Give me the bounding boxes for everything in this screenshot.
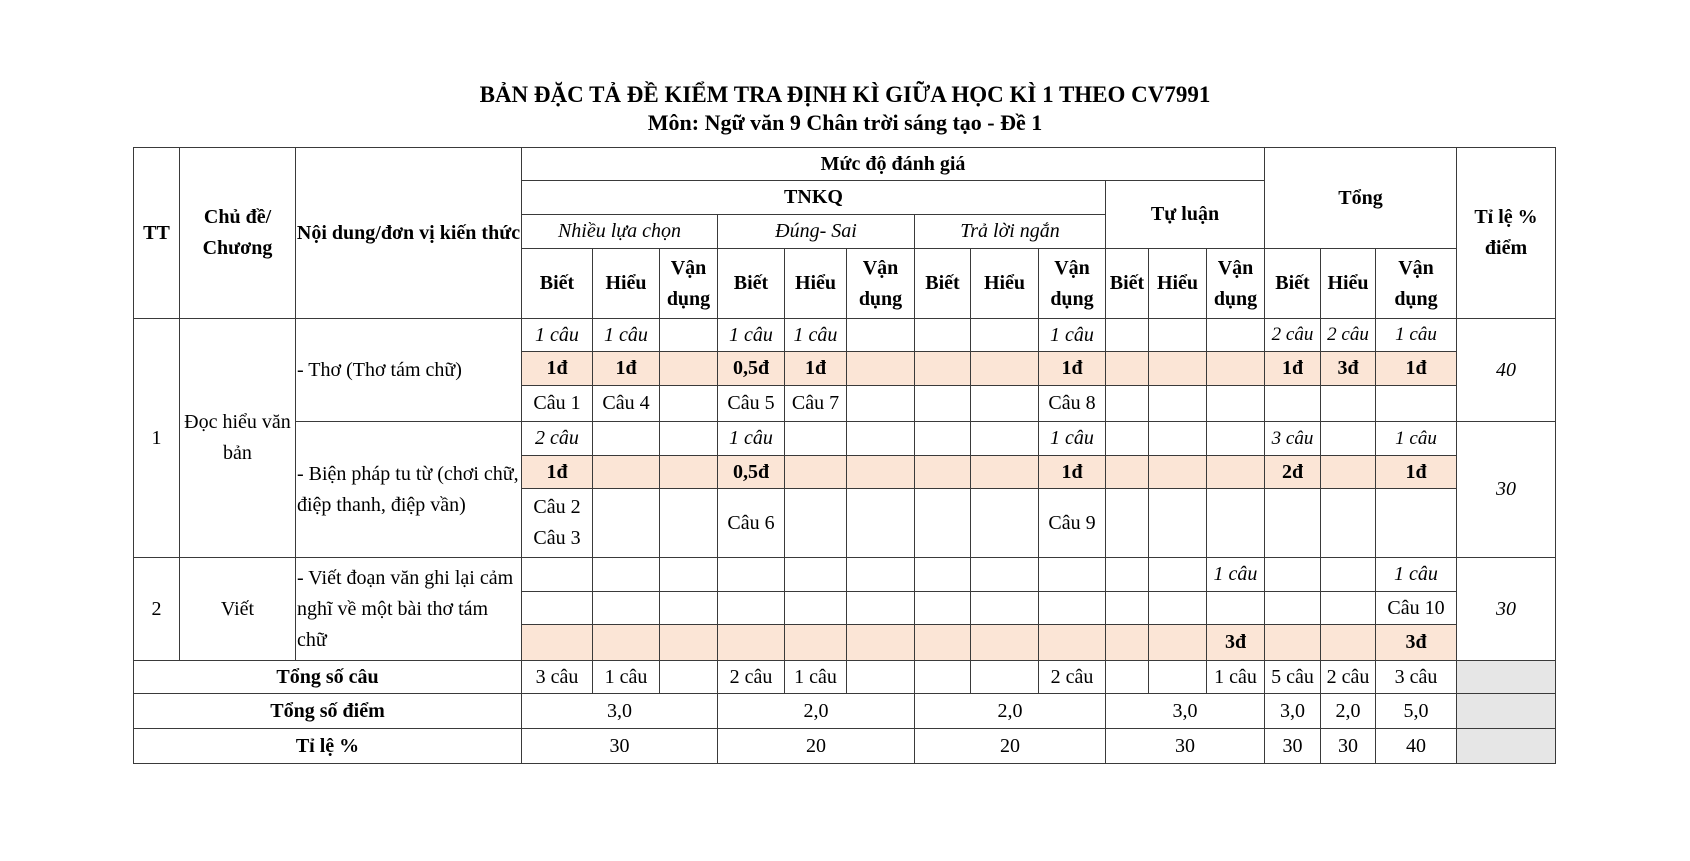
score-cell: 1đ bbox=[522, 456, 593, 489]
data-cell bbox=[785, 489, 847, 558]
total-questions-label: Tổng số câu bbox=[134, 661, 522, 694]
data-cell: Câu 10 bbox=[1376, 592, 1457, 625]
grand-total-cell: 30 bbox=[1265, 729, 1321, 764]
score-cell bbox=[971, 456, 1039, 489]
total-questions-cell bbox=[971, 661, 1039, 694]
data-cell bbox=[971, 422, 1039, 456]
data-cell bbox=[971, 592, 1039, 625]
header-chu-de: Chủ đề/ Chương bbox=[180, 148, 296, 319]
table-row bbox=[134, 422, 1556, 456]
data-cell bbox=[1106, 558, 1149, 592]
data-cell bbox=[1265, 489, 1321, 558]
data-cell bbox=[915, 489, 971, 558]
data-cell bbox=[1207, 386, 1265, 422]
group-total-cell: 3,0 bbox=[522, 694, 718, 729]
data-cell bbox=[1321, 386, 1376, 422]
data-cell bbox=[660, 489, 718, 558]
total-questions-cell bbox=[1106, 661, 1149, 694]
data-cell bbox=[1039, 558, 1106, 592]
data-cell bbox=[847, 489, 915, 558]
disabled-cell bbox=[1457, 694, 1556, 729]
data-cell bbox=[915, 422, 971, 456]
total-questions-cell: 2 câu bbox=[1039, 661, 1106, 694]
score-cell: 1đ bbox=[1039, 352, 1106, 386]
data-cell bbox=[593, 558, 660, 592]
score-cell bbox=[1321, 625, 1376, 661]
group-total-cell: 20 bbox=[915, 729, 1106, 764]
header-level: Hiểu bbox=[1321, 249, 1376, 319]
data-cell: Câu 4 bbox=[593, 386, 660, 422]
data-cell: 2 câu bbox=[1265, 319, 1321, 352]
score-cell bbox=[847, 352, 915, 386]
header-level: Vận dụng bbox=[1039, 249, 1106, 319]
header-tra-loi-ngan: Trả lời ngắn bbox=[915, 215, 1106, 249]
score-cell: 1đ bbox=[593, 352, 660, 386]
score-cell bbox=[718, 625, 785, 661]
score-cell bbox=[847, 625, 915, 661]
score-cell bbox=[1265, 625, 1321, 661]
data-cell bbox=[593, 592, 660, 625]
data-cell bbox=[1376, 489, 1457, 558]
data-cell bbox=[1321, 592, 1376, 625]
score-cell bbox=[915, 352, 971, 386]
score-cell: 1đ bbox=[785, 352, 847, 386]
score-cell bbox=[1149, 456, 1207, 489]
group-total-cell: 30 bbox=[522, 729, 718, 764]
group-total-cell: 2,0 bbox=[915, 694, 1106, 729]
header-tu-luan: Tự luận bbox=[1106, 181, 1265, 249]
score-cell bbox=[1039, 625, 1106, 661]
header-level: Hiểu bbox=[593, 249, 660, 319]
total-percent-label: Tỉ lệ % bbox=[134, 729, 522, 764]
score-cell: 3đ bbox=[1321, 352, 1376, 386]
total-questions-cell: 1 câu bbox=[785, 661, 847, 694]
data-cell bbox=[1321, 489, 1376, 558]
total-score-row bbox=[134, 694, 1556, 729]
data-cell bbox=[1321, 422, 1376, 456]
total-questions-cell: 3 câu bbox=[1376, 661, 1457, 694]
score-cell bbox=[660, 456, 718, 489]
data-cell bbox=[1106, 489, 1149, 558]
data-cell: Câu 7 bbox=[785, 386, 847, 422]
data-cell bbox=[1265, 558, 1321, 592]
data-cell: 1 câu bbox=[718, 319, 785, 352]
table-row bbox=[134, 319, 1556, 352]
header-ti-le: Tỉ lệ % điểm bbox=[1457, 148, 1556, 319]
data-cell bbox=[1149, 319, 1207, 352]
unit-label: - Thơ (Thơ tám chữ) bbox=[296, 319, 522, 422]
score-cell bbox=[522, 625, 593, 661]
table-body bbox=[134, 148, 1556, 764]
total-questions-cell: 2 câu bbox=[1321, 661, 1376, 694]
score-cell bbox=[785, 456, 847, 489]
data-cell bbox=[971, 558, 1039, 592]
header-level: Hiểu bbox=[785, 249, 847, 319]
data-cell bbox=[847, 592, 915, 625]
data-cell bbox=[785, 592, 847, 625]
data-cell: 1 câu bbox=[1376, 319, 1457, 352]
data-cell bbox=[660, 592, 718, 625]
disabled-cell bbox=[1457, 661, 1556, 694]
data-cell bbox=[1039, 592, 1106, 625]
data-cell bbox=[1207, 489, 1265, 558]
data-cell bbox=[1106, 386, 1149, 422]
header-level: Biết bbox=[718, 249, 785, 319]
data-cell: 1 câu bbox=[1039, 319, 1106, 352]
unit-label: - Biện pháp tu từ (chơi chữ, điệp thanh, điệp vần) bbox=[296, 422, 522, 558]
data-cell: Câu 9 bbox=[1039, 489, 1106, 558]
data-cell bbox=[593, 422, 660, 456]
header-level: Biết bbox=[1106, 249, 1149, 319]
data-cell: Câu 1 bbox=[522, 386, 593, 422]
score-cell bbox=[1207, 352, 1265, 386]
header-level: Biết bbox=[915, 249, 971, 319]
grand-total-cell: 2,0 bbox=[1321, 694, 1376, 729]
data-cell bbox=[593, 489, 660, 558]
data-cell: Câu 8 bbox=[1039, 386, 1106, 422]
total-questions-cell: 5 câu bbox=[1265, 661, 1321, 694]
topic-number: 1 bbox=[134, 319, 180, 558]
data-cell bbox=[1149, 386, 1207, 422]
score-cell bbox=[593, 625, 660, 661]
data-cell bbox=[915, 592, 971, 625]
total-questions-cell bbox=[915, 661, 971, 694]
data-cell bbox=[915, 386, 971, 422]
group-total-cell: 2,0 bbox=[718, 694, 915, 729]
data-cell bbox=[785, 558, 847, 592]
score-cell: 3đ bbox=[1207, 625, 1265, 661]
data-cell bbox=[1265, 386, 1321, 422]
data-cell bbox=[915, 558, 971, 592]
unit-percent: 30 bbox=[1457, 558, 1556, 661]
data-cell: Câu 2 Câu 3 bbox=[522, 489, 593, 558]
grand-total-cell: 40 bbox=[1376, 729, 1457, 764]
data-cell: 1 câu bbox=[1376, 558, 1457, 592]
disabled-cell bbox=[1457, 729, 1556, 764]
total-questions-cell: 2 câu bbox=[718, 661, 785, 694]
data-cell bbox=[915, 319, 971, 352]
data-cell bbox=[660, 558, 718, 592]
score-cell bbox=[1106, 352, 1149, 386]
data-cell: 1 câu bbox=[1376, 422, 1457, 456]
data-cell bbox=[522, 558, 593, 592]
header-level: Biết bbox=[1265, 249, 1321, 319]
group-total-cell: 20 bbox=[718, 729, 915, 764]
data-cell: 1 câu bbox=[1207, 558, 1265, 592]
data-cell: 1 câu bbox=[522, 319, 593, 352]
group-total-cell: 3,0 bbox=[1106, 694, 1265, 729]
score-cell: 0,5đ bbox=[718, 456, 785, 489]
data-cell bbox=[718, 592, 785, 625]
data-cell bbox=[847, 386, 915, 422]
data-cell: Câu 5 bbox=[718, 386, 785, 422]
data-cell: 2 câu bbox=[522, 422, 593, 456]
score-cell bbox=[660, 625, 718, 661]
header-tnkq: TNKQ bbox=[522, 181, 1106, 215]
total-score-label: Tổng số điểm bbox=[134, 694, 522, 729]
score-cell bbox=[1149, 352, 1207, 386]
score-cell bbox=[1321, 456, 1376, 489]
header-level: Vận dụng bbox=[1376, 249, 1457, 319]
header-level: Vận dụng bbox=[660, 249, 718, 319]
total-questions-cell bbox=[660, 661, 718, 694]
score-cell: 3đ bbox=[1376, 625, 1457, 661]
score-cell bbox=[593, 456, 660, 489]
data-cell: 3 câu bbox=[1265, 422, 1321, 456]
total-questions-cell bbox=[1149, 661, 1207, 694]
score-cell: 1đ bbox=[1376, 456, 1457, 489]
total-questions-cell: 1 câu bbox=[593, 661, 660, 694]
data-cell: Câu 6 bbox=[718, 489, 785, 558]
topic-name: Đọc hiểu văn bản bbox=[180, 319, 296, 558]
table-row bbox=[134, 558, 1556, 592]
data-cell bbox=[1265, 592, 1321, 625]
grand-total-cell: 5,0 bbox=[1376, 694, 1457, 729]
data-cell bbox=[660, 386, 718, 422]
data-cell bbox=[1149, 489, 1207, 558]
data-cell bbox=[1207, 319, 1265, 352]
data-cell bbox=[971, 386, 1039, 422]
header-level: Hiểu bbox=[971, 249, 1039, 319]
header-level: Biết bbox=[522, 249, 593, 319]
data-cell bbox=[660, 422, 718, 456]
score-cell: 0,5đ bbox=[718, 352, 785, 386]
total-questions-row bbox=[134, 661, 1556, 694]
score-cell bbox=[1207, 456, 1265, 489]
header-dung-sai: Đúng- Sai bbox=[718, 215, 915, 249]
score-cell: 1đ bbox=[522, 352, 593, 386]
data-cell bbox=[1149, 422, 1207, 456]
data-cell: 1 câu bbox=[785, 319, 847, 352]
data-cell bbox=[971, 489, 1039, 558]
header-level: Hiểu bbox=[1149, 249, 1207, 319]
data-cell bbox=[1149, 558, 1207, 592]
data-cell bbox=[1376, 386, 1457, 422]
data-cell bbox=[1106, 422, 1149, 456]
score-cell bbox=[1149, 625, 1207, 661]
score-cell bbox=[660, 352, 718, 386]
grand-total-cell: 3,0 bbox=[1265, 694, 1321, 729]
document-subtitle: Môn: Ngữ văn 9 Chân trời sáng tạo - Đề 1 bbox=[647, 110, 1043, 135]
score-cell bbox=[1106, 625, 1149, 661]
data-cell bbox=[522, 592, 593, 625]
header-noi-dung: Nội dung/đơn vị kiến thức bbox=[296, 148, 522, 319]
data-cell: 1 câu bbox=[1039, 422, 1106, 456]
unit-percent: 40 bbox=[1457, 319, 1556, 422]
data-cell bbox=[1106, 319, 1149, 352]
score-cell bbox=[971, 352, 1039, 386]
score-cell bbox=[971, 625, 1039, 661]
data-cell: 2 câu bbox=[1321, 319, 1376, 352]
grand-total-cell: 30 bbox=[1321, 729, 1376, 764]
data-cell bbox=[1149, 592, 1207, 625]
header-nhieu-lua-chon: Nhiều lựa chọn bbox=[522, 215, 718, 249]
data-cell: 1 câu bbox=[593, 319, 660, 352]
score-cell bbox=[1106, 456, 1149, 489]
score-cell: 1đ bbox=[1376, 352, 1457, 386]
document-title: BẢN ĐẶC TẢ ĐỀ KIỂM TRA ĐỊNH KÌ GIỮA HỌC KÌ 1 THEO CV7991 bbox=[479, 82, 1211, 107]
data-cell bbox=[971, 319, 1039, 352]
score-cell: 1đ bbox=[1265, 352, 1321, 386]
unit-percent: 30 bbox=[1457, 422, 1556, 558]
header-tt: TT bbox=[134, 148, 180, 319]
data-cell bbox=[847, 558, 915, 592]
header-level: Vận dụng bbox=[847, 249, 915, 319]
specification-table bbox=[133, 147, 1556, 764]
data-cell bbox=[1207, 422, 1265, 456]
data-cell: 1 câu bbox=[718, 422, 785, 456]
data-cell bbox=[1207, 592, 1265, 625]
score-cell bbox=[915, 625, 971, 661]
score-cell bbox=[847, 456, 915, 489]
score-cell: 1đ bbox=[1039, 456, 1106, 489]
header-level: Vận dụng bbox=[1207, 249, 1265, 319]
data-cell bbox=[718, 558, 785, 592]
total-percent-row bbox=[134, 729, 1556, 764]
header-tong: Tổng bbox=[1265, 148, 1457, 249]
topic-name: Viết bbox=[180, 558, 296, 661]
score-cell bbox=[915, 456, 971, 489]
header-muc-do: Mức độ đánh giá bbox=[522, 148, 1265, 181]
data-cell bbox=[1321, 558, 1376, 592]
data-cell bbox=[785, 422, 847, 456]
data-cell bbox=[847, 319, 915, 352]
unit-label: - Viết đoạn văn ghi lại cảm nghĩ về một bài thơ tám chữ bbox=[296, 558, 522, 661]
data-cell bbox=[660, 319, 718, 352]
data-cell bbox=[847, 422, 915, 456]
score-cell bbox=[785, 625, 847, 661]
total-questions-cell: 3 câu bbox=[522, 661, 593, 694]
total-questions-cell: 1 câu bbox=[1207, 661, 1265, 694]
total-questions-cell bbox=[847, 661, 915, 694]
data-cell bbox=[1106, 592, 1149, 625]
score-cell: 2đ bbox=[1265, 456, 1321, 489]
group-total-cell: 30 bbox=[1106, 729, 1265, 764]
topic-number: 2 bbox=[134, 558, 180, 661]
